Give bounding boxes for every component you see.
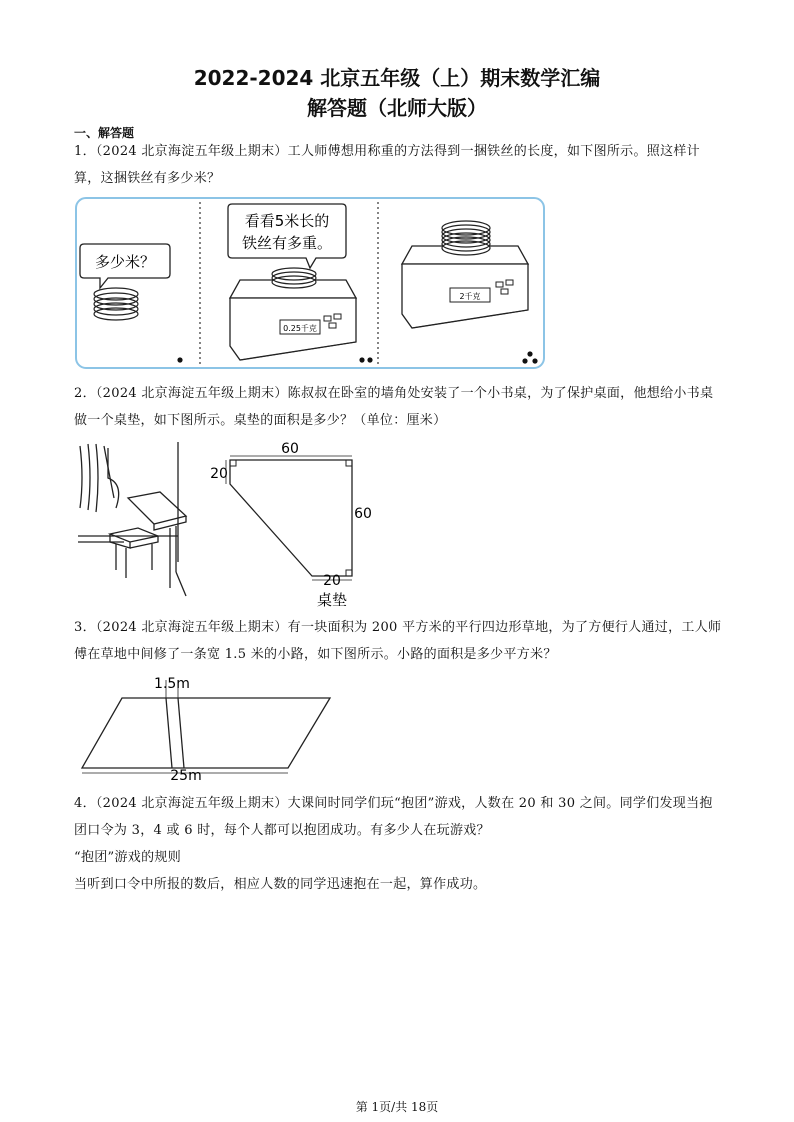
step-marker-3 <box>522 358 527 363</box>
page-number: 第 1页/共 18页 <box>355 1100 439 1114</box>
step-marker-3 <box>532 358 537 363</box>
question-4 <box>74 790 724 898</box>
mat-bottom-label: 20 <box>323 573 341 589</box>
step-marker-3 <box>527 351 532 356</box>
bubble-2-line2: 铁丝有多重。 <box>241 234 333 252</box>
bubble-2-line1: 看看5米长的 <box>244 212 330 230</box>
scale-1-display: 0.25千克 <box>283 324 317 333</box>
question-3-text: 3．（2024 北京海淀五年级上期末）有一块面积为 200 平方米的平行四边形草地，为了方便行人通过，工人师傅在草地中间修了一条宽 1.5 米的小路，如下图所示。小路的面积是多少平方米？ <box>74 620 722 662</box>
document-subtitle: 解答题（北师大版） <box>307 96 487 120</box>
question-3 <box>74 614 724 668</box>
question-4-text: 4．（2024 北京海淀五年级上期末）大课间时同学们玩“抱团”游戏，人数在 20 和 30 之间。同学们发现当抱团口令为 3，4 或 6 时，每个人都可以抱团成功。有多少人在玩游戏？ <box>74 796 713 838</box>
question-3-figure <box>74 670 364 782</box>
step-marker-2 <box>359 357 364 362</box>
question-4-rule-text: 当听到口令中所报的数后，相应人数的同学迅速抱在一起，算作成功。 <box>74 877 487 892</box>
question-4-rule-title: “抱团”游戏的规则 <box>74 850 181 865</box>
mat-left-label: 20 <box>210 466 228 482</box>
question-2 <box>74 380 724 434</box>
section-heading: 一、解答题 <box>74 126 135 140</box>
question-2-text: 2．（2024 北京海淀五年级上期末）陈叔叔在卧室的墙角处安装了一个小书桌，为了保护桌面，他想给小书桌做一个桌垫，如下图所示。桌垫的面积是多少？（单位：厘米） <box>74 386 714 428</box>
parallelogram-lawn <box>82 680 330 773</box>
speech-bubble <box>228 204 346 268</box>
bubble-1-text: 多少米？ <box>94 253 156 271</box>
path-width-label: 1.5m <box>154 676 190 692</box>
desk-illustration <box>78 442 186 596</box>
mat-top-label: 60 <box>281 441 299 457</box>
base-length-label: 25m <box>170 768 202 782</box>
document-title: 2022-2024 北京五年级（上）期末数学汇编 <box>193 66 601 90</box>
question-1-text: 1．（2024 北京海淀五年级上期末）工人师傅想用称重的方法得到一捆铁丝的长度，如下图所示。照这样计算，这捆铁丝有多少米？ <box>74 144 700 186</box>
mat-right-label: 60 <box>354 506 372 522</box>
question-2-figure <box>74 438 374 610</box>
step-marker-2 <box>367 357 372 362</box>
desk-mat-diagram <box>226 456 352 580</box>
question-1-figure <box>74 196 548 372</box>
question-1 <box>74 138 724 192</box>
mat-caption: 桌垫 <box>316 591 348 609</box>
step-marker-1 <box>177 357 182 362</box>
scale-2-display: 2千克 <box>459 292 481 301</box>
